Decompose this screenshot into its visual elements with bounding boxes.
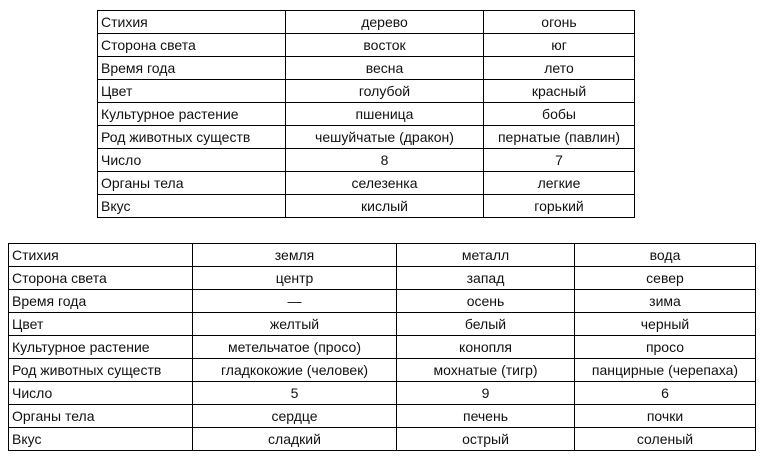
elements-table-2 bbox=[8, 243, 756, 451]
table-cell: север bbox=[575, 267, 756, 290]
table-cell: 6 bbox=[575, 382, 756, 405]
table-cell: легкие bbox=[484, 172, 635, 195]
table-row bbox=[9, 428, 756, 451]
table-cell: пернатые (павлин) bbox=[484, 126, 635, 149]
table-row bbox=[98, 195, 635, 218]
table-cell: осень bbox=[397, 290, 575, 313]
table-row bbox=[98, 11, 635, 34]
table-row bbox=[9, 336, 756, 359]
table-cell: красный bbox=[484, 80, 635, 103]
row-label: Вкус bbox=[98, 195, 286, 218]
row-label: Органы тела bbox=[98, 172, 286, 195]
table-cell: чешуйчатые (дракон) bbox=[286, 126, 484, 149]
table-cell: 8 bbox=[286, 149, 484, 172]
table-cell: — bbox=[193, 290, 397, 313]
table-cell: 5 bbox=[193, 382, 397, 405]
table-body bbox=[9, 244, 756, 451]
table-cell: огонь bbox=[484, 11, 635, 34]
table-cell: почки bbox=[575, 405, 756, 428]
row-label: Цвет bbox=[98, 80, 286, 103]
table-body bbox=[98, 11, 635, 218]
table-cell: белый bbox=[397, 313, 575, 336]
table-row bbox=[9, 290, 756, 313]
table-cell: металл bbox=[397, 244, 575, 267]
row-label: Вкус bbox=[9, 428, 193, 451]
row-label: Стихия bbox=[9, 244, 193, 267]
table-cell: печень bbox=[397, 405, 575, 428]
table-cell: кислый bbox=[286, 195, 484, 218]
table-cell: запад bbox=[397, 267, 575, 290]
table-cell: гладкокожие (человек) bbox=[193, 359, 397, 382]
table-cell: мохнатые (тигр) bbox=[397, 359, 575, 382]
table-row bbox=[9, 313, 756, 336]
table-row bbox=[9, 244, 756, 267]
table-row bbox=[9, 267, 756, 290]
table-cell: пшеница bbox=[286, 103, 484, 126]
table-cell: 9 bbox=[397, 382, 575, 405]
row-label: Время года bbox=[98, 57, 286, 80]
table-row bbox=[9, 382, 756, 405]
table-cell: желтый bbox=[193, 313, 397, 336]
table-cell: вода bbox=[575, 244, 756, 267]
table-cell: просо bbox=[575, 336, 756, 359]
table-row bbox=[98, 80, 635, 103]
row-label: Стихия bbox=[98, 11, 286, 34]
table-cell: весна bbox=[286, 57, 484, 80]
row-label: Время года bbox=[9, 290, 193, 313]
table-row bbox=[98, 34, 635, 57]
table-row bbox=[98, 126, 635, 149]
table-row bbox=[98, 172, 635, 195]
table-cell: дерево bbox=[286, 11, 484, 34]
row-label: Число bbox=[98, 149, 286, 172]
table-row bbox=[98, 57, 635, 80]
table-row bbox=[9, 359, 756, 382]
table-row bbox=[98, 103, 635, 126]
table-cell: лето bbox=[484, 57, 635, 80]
row-label: Число bbox=[9, 382, 193, 405]
row-label: Сторона света bbox=[9, 267, 193, 290]
table-cell: зима bbox=[575, 290, 756, 313]
row-label: Культурное растение bbox=[9, 336, 193, 359]
table-cell: острый bbox=[397, 428, 575, 451]
row-label: Органы тела bbox=[9, 405, 193, 428]
table-cell: земля bbox=[193, 244, 397, 267]
row-label: Культурное растение bbox=[98, 103, 286, 126]
table-cell: сердце bbox=[193, 405, 397, 428]
row-label: Род животных существ bbox=[9, 359, 193, 382]
table-cell: селезенка bbox=[286, 172, 484, 195]
table-cell: метельчатое (просо) bbox=[193, 336, 397, 359]
table-cell: бобы bbox=[484, 103, 635, 126]
table-cell: 7 bbox=[484, 149, 635, 172]
row-label: Род животных существ bbox=[98, 126, 286, 149]
table-cell: сладкий bbox=[193, 428, 397, 451]
table-cell: центр bbox=[193, 267, 397, 290]
table-cell: конопля bbox=[397, 336, 575, 359]
table-cell: черный bbox=[575, 313, 756, 336]
table-cell: юг bbox=[484, 34, 635, 57]
table-cell: голубой bbox=[286, 80, 484, 103]
table-cell: панцирные (черепаха) bbox=[575, 359, 756, 382]
table-cell: восток bbox=[286, 34, 484, 57]
table-row bbox=[98, 149, 635, 172]
row-label: Сторона света bbox=[98, 34, 286, 57]
elements-table-1 bbox=[97, 10, 635, 218]
table-cell: горький bbox=[484, 195, 635, 218]
table-cell: соленый bbox=[575, 428, 756, 451]
table-row bbox=[9, 405, 756, 428]
row-label: Цвет bbox=[9, 313, 193, 336]
